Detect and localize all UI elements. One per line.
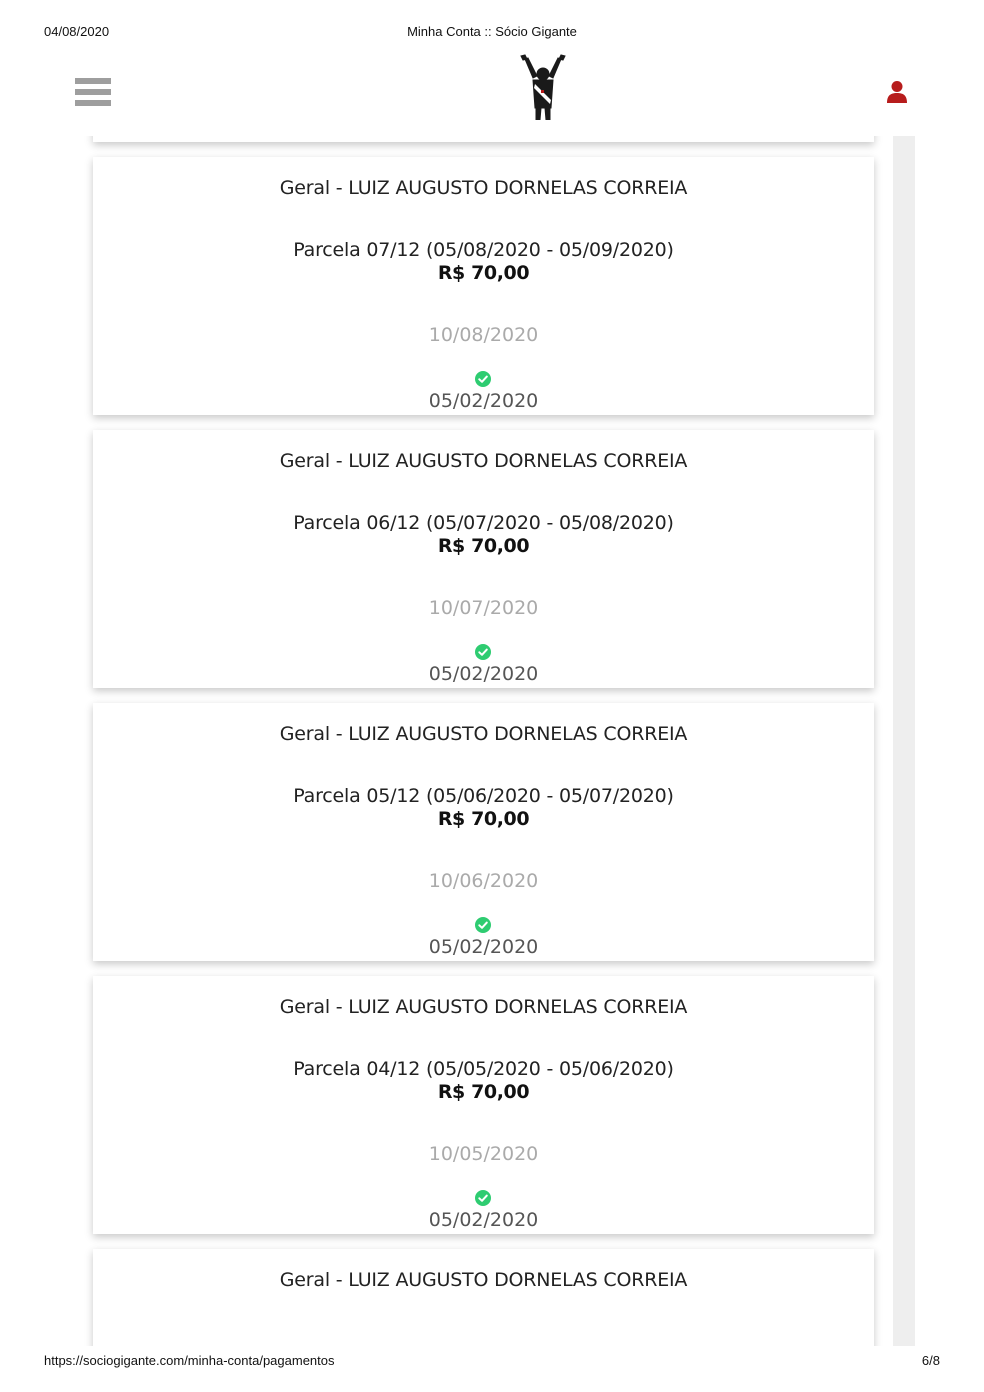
payment-amount: R$ 70,00 [437,1081,530,1103]
payment-plan-title: Geral - LUIZ AUGUSTO DORNELAS CORREIA [279,177,688,199]
payment-due-date: 10/05/2020 [428,1143,539,1165]
payment-installment: Parcela 06/12 (05/07/2020 - 05/08/2020) [293,512,674,534]
payments-list [0,136,984,1346]
print-url: https://sociogigante.com/minha-conta/pagamentos [44,1353,335,1368]
payment-card [93,430,874,688]
payment-paid-date: 05/02/2020 [428,390,539,412]
print-title: Minha Conta :: Sócio Gigante [407,24,577,39]
payment-paid-date: 05/02/2020 [428,1209,539,1231]
payment-amount: R$ 70,00 [437,262,530,284]
hamburger-bar [75,100,111,106]
payment-amount: R$ 70,00 [437,808,530,830]
print-footer [0,1353,984,1371]
payment-plan-title: Geral - LUIZ AUGUSTO DORNELAS CORREIA [279,723,688,745]
payment-installment: Parcela 07/12 (05/08/2020 - 05/09/2020) [293,239,674,261]
previous-card-edge [93,136,874,142]
payment-installment: Parcela 05/12 (05/06/2020 - 05/07/2020) [293,785,674,807]
payment-plan-title: Geral - LUIZ AUGUSTO DORNELAS CORREIA [279,450,688,472]
payment-card [93,157,874,415]
payment-due-date: 10/06/2020 [428,870,539,892]
hamburger-menu-icon[interactable] [75,78,111,106]
payment-amount: R$ 70,00 [437,535,530,557]
payment-plan-title: Geral - LUIZ AUGUSTO DORNELAS CORREIA [279,1269,688,1291]
hamburger-bar [75,78,111,84]
payment-card [93,976,874,1234]
club-logo[interactable] [515,54,571,120]
print-date: 04/08/2020 [44,24,110,39]
payment-plan-title: Geral - LUIZ AUGUSTO DORNELAS CORREIA [279,996,688,1018]
payment-installment: Parcela 04/12 (05/05/2020 - 05/06/2020) [293,1058,674,1080]
payment-paid-date: 05/02/2020 [428,936,539,958]
check-circle-icon [475,917,491,933]
check-circle-icon [475,644,491,660]
payment-due-date: 10/07/2020 [428,597,539,619]
payment-card [93,703,874,961]
user-icon[interactable] [886,80,908,104]
print-header [0,24,984,42]
payment-card [93,1249,874,1346]
payment-due-date: 10/08/2020 [428,324,539,346]
payment-paid-date: 05/02/2020 [428,663,539,685]
print-page-number: 6/8 [921,1353,940,1368]
hamburger-bar [75,89,111,95]
top-navbar [0,50,984,136]
check-circle-icon [475,1190,491,1206]
check-circle-icon [475,371,491,387]
